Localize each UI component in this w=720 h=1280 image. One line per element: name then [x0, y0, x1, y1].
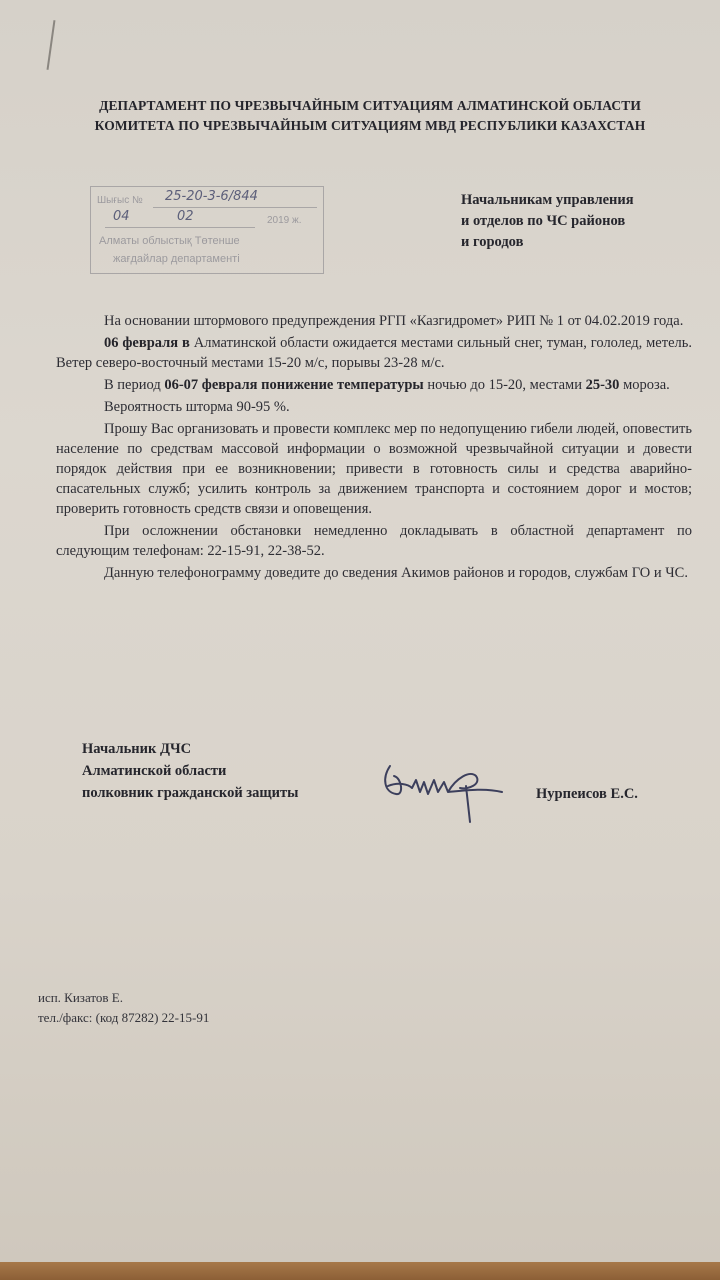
paragraph-5: Прошу Вас организовать и провести комплекс мер по недопущению гибели людей, оповестить население по средствам массовой информации о возможной чрезвычайной ситуации и довести порядок действия при ее возникновении; привести в готовность силы и средства аварийно-спасательных служб; усилить контроль за движением транспорта и состоянием дорог и мостов; проверить готовность средств связи и оповещения.: [56, 421, 692, 517]
signer-title-1: Начальник ДЧС: [82, 741, 192, 757]
addressee: [461, 190, 701, 253]
stamp-month: 02: [177, 209, 194, 224]
addressee-line-3: и городов: [461, 234, 524, 250]
paragraph-6: При осложнении обстановки немедленно докладывать в областной департамент по следующим телефонам: 22-15-91, 22-38-52.: [56, 523, 692, 559]
paragraph-3-bold-2: 25-30: [585, 377, 620, 393]
handwritten-signature: [378, 758, 508, 828]
stamp-number-value: 25-20-3-6/844: [165, 189, 258, 204]
signer-name: Нурпеисов Е.С.: [536, 786, 638, 802]
paragraph-2: [56, 333, 692, 373]
addressee-line-2: и отделов по ЧС районов: [461, 213, 626, 229]
signer-title-2: Алматинской области: [82, 763, 227, 779]
paragraph-3-part-a: В период: [104, 377, 165, 393]
signer-title-3: полковник гражданской защиты: [82, 785, 299, 801]
paragraph-1: На основании штормового предупреждения РГП «Казгидромет» РИП № 1 от 04.02.2019 года.: [104, 313, 684, 329]
paragraph-3: [56, 375, 692, 395]
header-line-1: ДЕПАРТАМЕНТ ПО ЧРЕЗВЫЧАЙНЫМ СИТУАЦИЯМ АЛМАТИНСКОЙ ОБЛАСТИ: [99, 98, 641, 113]
pen-mark: [47, 20, 56, 70]
wooden-floor: [0, 1262, 720, 1280]
paragraph-4: Вероятность шторма 90-95 %.: [104, 399, 290, 415]
stamp-line-3: Алматы облыстық Төтенше: [99, 235, 240, 247]
paragraph-2-text: Алматинской области ожидается местами сильный снег, туман, гололед, метель. Ветер северо-восточный местами 15-20 м/с, порывы 23-28 м/с.: [56, 335, 692, 371]
stamp-day: 04: [113, 209, 130, 224]
document-body: [56, 311, 692, 585]
stamp-number-label: Шығыс №: [97, 195, 143, 206]
header-line-2: КОМИТЕТА ПО ЧРЕЗВЫЧАЙНЫМ СИТУАЦИЯМ МВД РЕСПУБЛИКИ КАЗАХСТАН: [94, 118, 646, 133]
signature-block: [82, 738, 382, 804]
registration-stamp: [90, 186, 324, 274]
addressee-line-1: Начальникам управления: [461, 192, 634, 208]
paragraph-3-part-b: ночью до 15-20, местами: [423, 377, 586, 393]
paragraph-3-bold: 06-07 февраля понижение температуры: [164, 377, 424, 393]
executor-info: [38, 988, 209, 1028]
stamp-line-4: жағдайлар департаменті: [113, 253, 240, 265]
executor-phone: тел./факс: (код 87282) 22-15-91: [38, 1010, 210, 1025]
paragraph-2-date: 06 февраля в: [104, 335, 190, 351]
paragraph-7: Данную телефонограмму доведите до сведения Акимов районов и городов, службам ГО и ЧС.: [104, 565, 688, 581]
executor-name: исп. Кизатов Е.: [38, 990, 123, 1005]
paragraph-3-part-c: мороза.: [619, 377, 670, 393]
stamp-year: 2019 ж.: [267, 215, 302, 226]
